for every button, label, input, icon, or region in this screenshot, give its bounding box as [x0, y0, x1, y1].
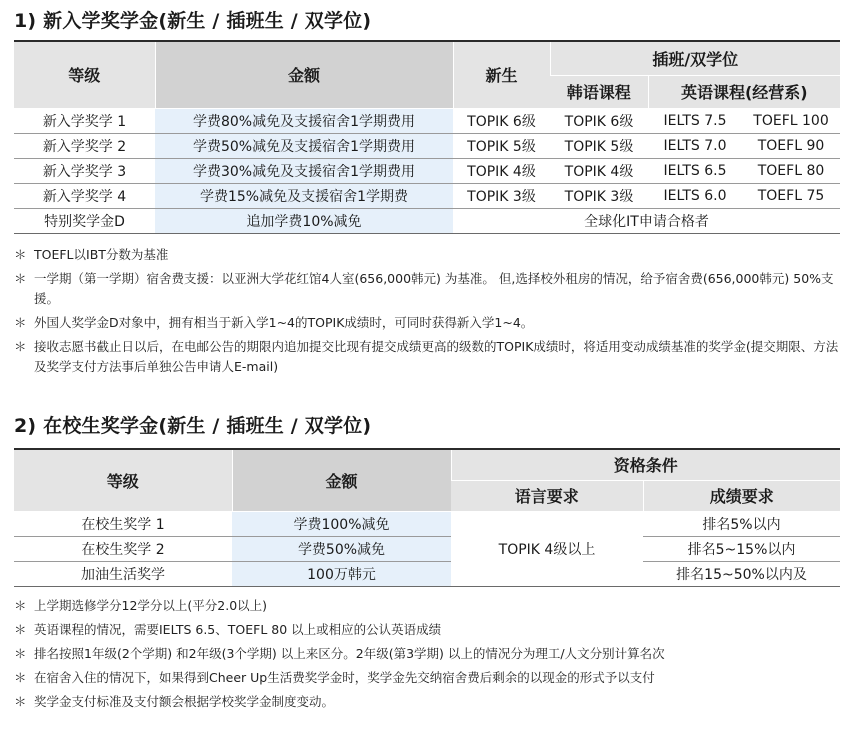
note-item: ＊ 一学期（第一学期）宿舍费支援：以亚洲大学花红馆4人室(656,000韩元) 为基准。 但,选择校外租房的情况，给予宿舍费(656,000韩元) 50%支援。: [14, 271, 834, 306]
asterisk-icon: ＊: [14, 694, 27, 709]
header-english-course: 英语课程(经营系): [648, 75, 840, 108]
row-grade: 在校生奖学 2: [14, 536, 232, 561]
asterisk-icon: ＊: [14, 247, 27, 262]
asterisk-icon: ＊: [14, 598, 27, 613]
section2-title: 2) 在校生奖学金(新生 / 插班生 / 双学位): [14, 415, 372, 437]
row-new: TOPIK 5级: [453, 133, 550, 158]
header-qualification: 资格条件: [451, 449, 840, 480]
row-ielts: IELTS 6.0: [648, 183, 742, 208]
header-language: 语言要求: [451, 480, 643, 511]
row-korean: TOPIK 4级: [550, 158, 648, 183]
table-row: [14, 511, 840, 536]
table-row-special: [14, 208, 840, 233]
row-toefl: TOEFL 80: [742, 158, 840, 183]
note-item: ＊ 英语课程的情况，需要IELTS 6.5、TOEFL 80 以上或相应的公认英语成绩: [14, 622, 442, 637]
section1-title: 1) 新入学奖学金(新生 / 插班生 / 双学位): [14, 10, 372, 32]
row-amount: 学费50%减免: [232, 536, 451, 561]
section2-notes: [14, 597, 840, 717]
row-amount: 学费30%减免及支援宿舍1学期费用: [155, 158, 453, 183]
row-toefl: TOEFL 90: [742, 133, 840, 158]
note-item: ＊ 奖学金支付标准及支付额会根据学校奖学金制度变动。: [14, 694, 335, 709]
header-grade: 等级: [14, 449, 232, 511]
current-student-scholarship-table: [14, 448, 840, 587]
row-amount: 100万韩元: [232, 561, 451, 586]
row-new: TOPIK 4级: [453, 158, 550, 183]
header-grade: 等级: [14, 41, 155, 108]
row-score: 排名5~15%以内: [643, 536, 840, 561]
table-row: [14, 108, 840, 133]
row-amount: 学费15%减免及支援宿舍1学期费: [155, 183, 453, 208]
language-requirement: TOPIK 4级以上: [451, 511, 643, 586]
asterisk-icon: ＊: [14, 646, 27, 661]
row-grade: 新入学奖学 3: [14, 158, 155, 183]
note-item: ＊ 接收志愿书截止日以后，在电邮公告的期限内追加提交比现有提交成绩更高的级数的TOPIK成绩时，将适用变动成绩基准的奖学金(提交期限、方法及奖学支付方法事后单独公告申请人E-mail): [14, 339, 839, 374]
section1-notes: [14, 245, 840, 381]
asterisk-icon: ＊: [14, 622, 27, 637]
table-row: [14, 183, 840, 208]
row-condition: 全球化IT申请合格者: [453, 208, 840, 233]
row-korean: TOPIK 3级: [550, 183, 648, 208]
row-amount: 学费80%减免及支援宿舍1学期费用: [155, 108, 453, 133]
note-item: ＊ 排名按照1年级(2个学期) 和2年级(3个学期) 以上来区分。2年级(第3学期) 以上的情况分为理工/人文分别计算名次: [14, 646, 665, 661]
new-student-scholarship-table: [14, 40, 840, 234]
row-ielts: IELTS 6.5: [648, 158, 742, 183]
table-row: [14, 133, 840, 158]
row-grade: 特别奖学金D: [14, 208, 155, 233]
table-row: [14, 158, 840, 183]
header-korean-course: 韩语课程: [550, 75, 648, 108]
header-new-student: 新生: [453, 41, 550, 108]
row-toefl: TOEFL 100: [742, 108, 840, 133]
row-grade: 新入学奖学 1: [14, 108, 155, 133]
header-amount: 金额: [232, 449, 451, 511]
asterisk-icon: ＊: [14, 339, 27, 354]
row-ielts: IELTS 7.5: [648, 108, 742, 133]
row-ielts: IELTS 7.0: [648, 133, 742, 158]
row-amount: 学费50%减免及支援宿舍1学期费用: [155, 133, 453, 158]
row-score: 排名15~50%以内及: [643, 561, 840, 586]
row-grade: 在校生奖学 1: [14, 511, 232, 536]
row-amount: 学费100%减免: [232, 511, 451, 536]
note-item: ＊ 外国人奖学金D对象中，拥有相当于新入学1~4的TOPIK成绩时，可同时获得新入学1~4。: [14, 313, 840, 333]
table-row: [14, 561, 840, 586]
row-korean: TOPIK 5级: [550, 133, 648, 158]
row-amount: 追加学费10%减免: [155, 208, 453, 233]
note-item: ＊ 在宿舍入住的情况下，如果得到Cheer Up生活费奖学金时，奖学金先交纳宿舍费后剩余的以现金的形式予以支付: [14, 670, 655, 685]
note-item: ＊ 上学期选修学分12学分以上(平分2.0以上): [14, 598, 268, 613]
row-grade: 新入学奖学 4: [14, 183, 155, 208]
asterisk-icon: ＊: [14, 670, 27, 685]
row-korean: TOPIK 6级: [550, 108, 648, 133]
asterisk-icon: ＊: [14, 271, 27, 286]
row-grade: 新入学奖学 2: [14, 133, 155, 158]
header-score: 成绩要求: [643, 480, 840, 511]
row-grade: 加油生活奖学: [14, 561, 232, 586]
row-new: TOPIK 3级: [453, 183, 550, 208]
row-new: TOPIK 6级: [453, 108, 550, 133]
table-row: [14, 536, 840, 561]
note-item: ＊ TOEFL以IBT分数为基准: [14, 245, 840, 265]
row-score: 排名5%以内: [643, 511, 840, 536]
asterisk-icon: ＊: [14, 315, 27, 330]
row-toefl: TOEFL 75: [742, 183, 840, 208]
header-transfer-group: 插班/双学位: [550, 41, 840, 75]
header-amount: 金额: [155, 41, 453, 108]
